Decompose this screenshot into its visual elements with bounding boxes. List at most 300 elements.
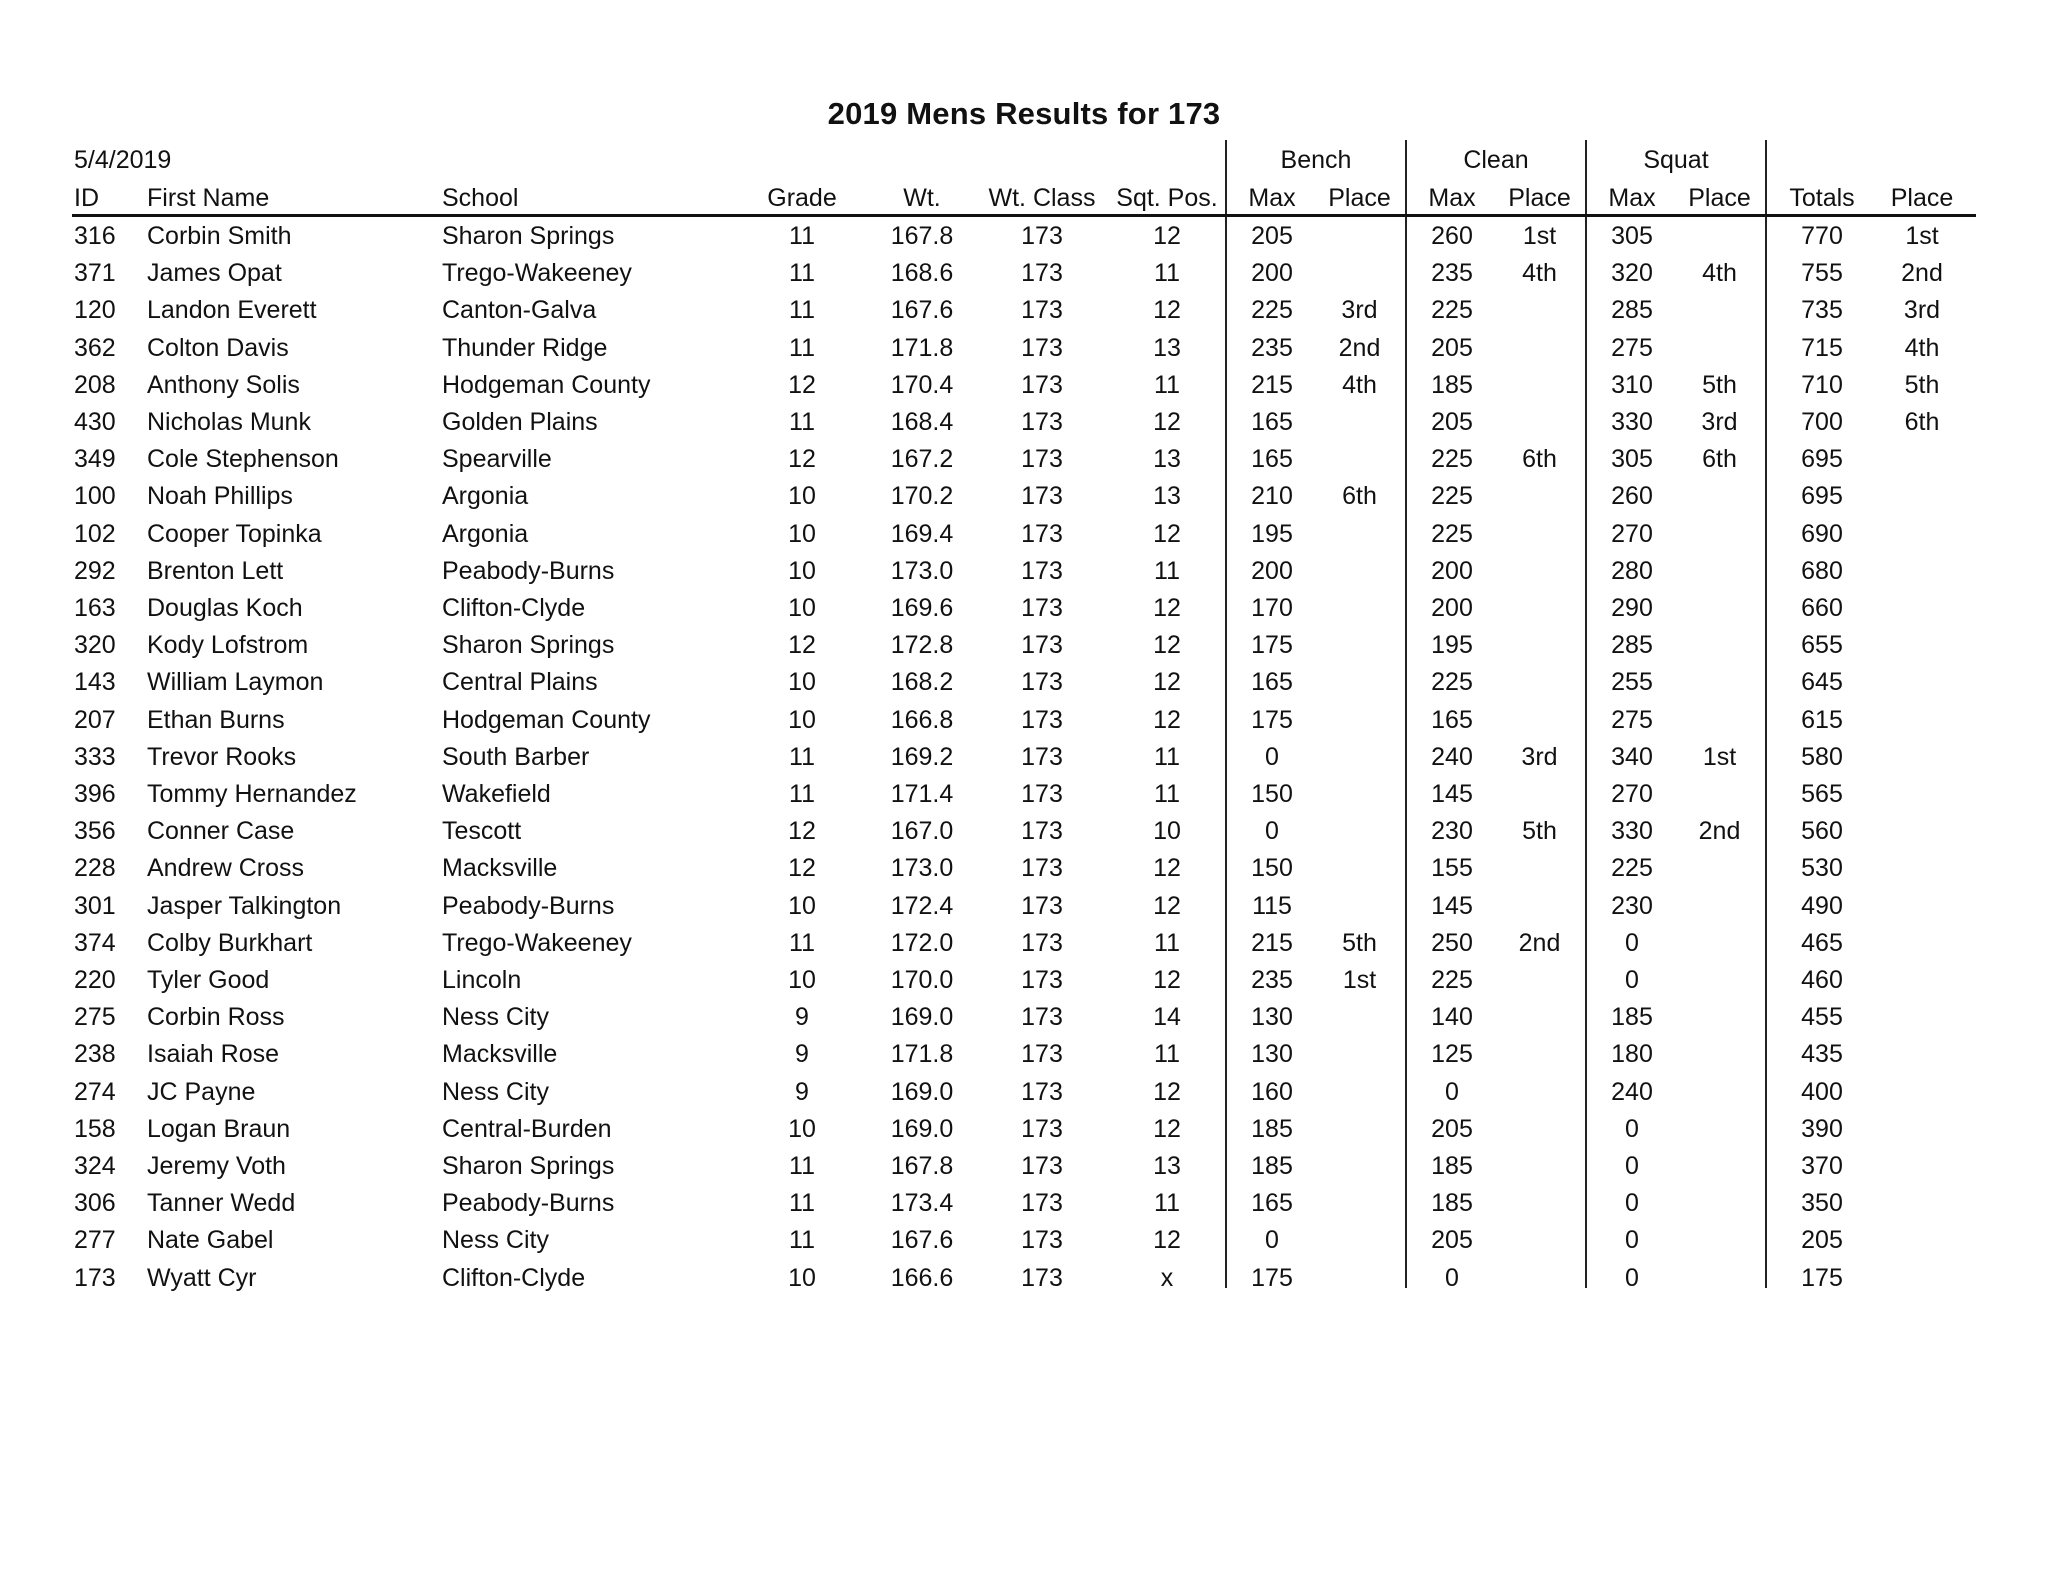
cell-bench-max: 235 [1251,333,1293,362]
cell-wt-class: 173 [1021,966,1063,994]
cell-clean-max: 0 [1445,1263,1459,1292]
cell-place: 6th [1904,408,1940,436]
header-school: School [442,184,519,212]
cell-squat-max: 330 [1611,817,1653,846]
cell-school: Ness City [442,1077,549,1106]
cell-sqt-pos: 12 [1153,594,1181,622]
cell-wt: 170.2 [890,482,954,511]
cell-wt-class: 173 [1021,742,1063,771]
cell-squat-max: 310 [1611,370,1653,399]
cell-grade: 10 [788,1263,816,1292]
cell-first-name: Andrew Cross [147,854,304,883]
cell-squat-max: 185 [1611,1003,1653,1032]
cell-wt: 167.8 [890,1152,954,1180]
cell-totals: 530 [1801,854,1843,883]
cell-first-name: James Opat [147,259,282,288]
cell-squat-max: 240 [1611,1077,1653,1106]
cell-bench-max: 0 [1265,742,1279,771]
cell-wt-class: 173 [1021,408,1063,436]
cell-clean-max: 0 [1445,1077,1459,1106]
cell-first-name: Colby Burkhart [147,928,313,957]
cell-bench-place: 4th [1342,370,1377,399]
cell-squat-max: 0 [1625,966,1639,994]
cell-wt-class: 173 [1021,1152,1063,1180]
cell-wt-class: 173 [1021,668,1063,697]
cell-squat-max: 330 [1611,408,1653,436]
cell-grade: 10 [788,966,816,994]
cell-bench-place: 3rd [1341,296,1378,325]
group-clean: Clean [1463,146,1529,174]
cell-first-name: Anthony Solis [147,370,300,399]
cell-id: 228 [74,854,116,883]
cell-clean-max: 225 [1431,296,1473,325]
cell-school: Trego-Wakeeney [442,259,632,288]
cell-bench-max: 150 [1251,854,1293,883]
cell-first-name: Nicholas Munk [147,408,311,436]
table-row [72,1222,1976,1258]
table-row [72,850,1976,886]
cell-grade: 12 [788,631,816,660]
cell-grade: 10 [788,668,816,697]
cell-wt-class: 173 [1021,928,1063,957]
cell-clean-max: 225 [1431,445,1473,474]
cell-wt: 171.8 [890,1040,954,1069]
table-row [72,813,1976,849]
cell-grade: 11 [789,333,815,362]
cell-school: Hodgeman County [442,370,651,399]
cell-wt-class: 173 [1021,1077,1063,1106]
cell-totals: 460 [1801,966,1843,994]
cell-squat-place: 3rd [1701,408,1738,436]
cell-wt: 167.6 [890,1226,954,1255]
cell-sqt-pos: 13 [1153,1152,1181,1180]
cell-wt: 168.6 [890,259,954,288]
cell-id: 349 [74,445,116,474]
cell-grade: 10 [788,594,816,622]
cell-sqt-pos: 11 [1154,370,1180,399]
cell-bench-max: 225 [1251,296,1293,325]
cell-sqt-pos: x [1160,1263,1174,1292]
cell-clean-max: 230 [1431,817,1473,846]
cell-clean-max: 165 [1431,705,1473,734]
cell-id: 158 [74,1114,116,1143]
cell-wt: 168.4 [890,408,954,436]
cell-grade: 10 [788,482,816,511]
cell-clean-max: 155 [1431,854,1473,883]
cell-first-name: Cole Stephenson [147,445,339,474]
cell-sqt-pos: 12 [1153,1077,1181,1106]
cell-grade: 11 [789,296,815,325]
header-bench-place: Place [1328,184,1391,212]
cell-clean-max: 185 [1431,370,1473,399]
header-bench-max: Max [1248,184,1296,212]
cell-school: Spearville [442,445,552,474]
cell-wt-class: 173 [1021,854,1063,883]
cell-clean-place: 2nd [1518,928,1561,957]
cell-wt: 171.4 [890,780,954,808]
cell-clean-max: 185 [1431,1189,1473,1218]
cell-clean-max: 225 [1431,482,1473,511]
table-row [72,1036,1976,1072]
cell-school: Peabody-Burns [442,556,615,585]
cell-clean-max: 205 [1431,408,1473,436]
cell-wt-class: 173 [1021,1189,1063,1218]
cell-grade: 12 [788,854,816,883]
cell-place: 3rd [1903,296,1941,325]
cell-school: Sharon Springs [442,222,615,250]
cell-bench-max: 130 [1251,1040,1293,1069]
cell-wt: 170.0 [890,966,954,994]
cell-wt: 167.0 [890,817,954,846]
cell-first-name: Trevor Rooks [147,742,297,771]
cell-clean-max: 250 [1431,928,1473,957]
cell-clean-max: 260 [1431,222,1473,250]
cell-first-name: JC Payne [147,1077,256,1106]
table-row [72,590,1976,626]
cell-id: 120 [74,296,116,325]
table-row [72,553,1976,589]
cell-totals: 435 [1801,1040,1843,1069]
cell-clean-max: 195 [1431,631,1473,660]
cell-bench-max: 210 [1251,482,1293,511]
cell-grade: 11 [789,742,815,771]
cell-sqt-pos: 11 [1154,1040,1180,1069]
cell-totals: 710 [1801,370,1843,399]
cell-first-name: Logan Braun [147,1114,291,1143]
cell-wt-class: 173 [1021,1226,1063,1255]
cell-wt: 171.8 [890,333,954,362]
cell-squat-max: 230 [1611,891,1653,920]
cell-wt: 167.6 [890,296,954,325]
cell-wt-class: 173 [1021,296,1063,325]
cell-id: 220 [74,966,116,994]
cell-bench-max: 200 [1251,556,1293,585]
cell-squat-place: 5th [1702,370,1737,399]
cell-totals: 660 [1801,594,1843,622]
cell-sqt-pos: 12 [1153,1226,1181,1255]
cell-first-name: Wyatt Cyr [147,1263,257,1292]
table-row [72,888,1976,924]
cell-first-name: Tyler Good [147,966,270,994]
cell-bench-max: 185 [1251,1114,1293,1143]
cell-squat-max: 225 [1611,854,1653,883]
header-rule [72,214,1976,217]
cell-squat-max: 0 [1625,1152,1639,1180]
cell-totals: 400 [1801,1077,1843,1106]
cell-squat-place: 6th [1702,445,1737,474]
cell-first-name: Kody Lofstrom [147,631,309,660]
cell-school: South Barber [442,742,590,771]
cell-wt-class: 173 [1021,631,1063,660]
cell-bench-max: 235 [1251,966,1293,994]
cell-totals: 560 [1801,817,1843,846]
cell-squat-place: 4th [1702,259,1737,288]
cell-wt-class: 173 [1021,445,1063,474]
cell-clean-place: 5th [1522,817,1557,846]
header-first-name: First Name [147,184,270,212]
cell-totals: 680 [1801,556,1843,585]
cell-bench-max: 160 [1251,1077,1293,1106]
cell-first-name: Corbin Ross [147,1003,285,1032]
cell-first-name: Nate Gabel [147,1226,274,1255]
cell-squat-max: 0 [1625,1114,1639,1143]
table-row [72,1185,1976,1221]
cell-wt: 169.4 [890,519,954,548]
cell-grade: 10 [788,1114,816,1143]
cell-wt-class: 173 [1021,705,1063,734]
cell-squat-max: 255 [1611,668,1653,697]
cell-school: Sharon Springs [442,631,615,660]
cell-bench-max: 215 [1251,928,1293,957]
cell-clean-max: 145 [1431,891,1473,920]
cell-wt: 172.8 [890,631,954,660]
cell-grade: 11 [789,1189,815,1218]
cell-clean-max: 140 [1431,1003,1473,1032]
table-row [72,702,1976,738]
cell-id: 396 [74,780,116,808]
cell-totals: 175 [1801,1263,1843,1292]
table-row [72,255,1976,291]
cell-clean-place: 4th [1522,259,1557,288]
cell-squat-max: 340 [1611,742,1653,771]
cell-school: Macksville [442,854,558,883]
table-row [72,1074,1976,1110]
cell-wt-class: 173 [1021,1263,1063,1292]
cell-totals: 655 [1801,631,1843,660]
cell-squat-max: 0 [1625,928,1639,957]
cell-grade: 11 [789,1226,815,1255]
cell-wt-class: 173 [1021,333,1063,362]
cell-grade: 10 [788,556,816,585]
cell-wt-class: 173 [1021,1114,1063,1143]
cell-sqt-pos: 12 [1153,966,1181,994]
cell-sqt-pos: 12 [1153,222,1181,250]
cell-wt: 169.0 [890,1077,954,1106]
table-row [72,925,1976,961]
cell-first-name: Tanner Wedd [147,1189,296,1218]
cell-sqt-pos: 12 [1153,296,1181,325]
cell-clean-max: 205 [1431,1226,1473,1255]
cell-first-name: Tommy Hernandez [147,780,357,808]
cell-first-name: Colton Davis [147,333,289,362]
cell-school: Lincoln [442,966,522,994]
cell-wt: 166.6 [890,1263,954,1292]
cell-totals: 695 [1801,482,1843,511]
cell-sqt-pos: 12 [1153,705,1181,734]
cell-wt: 172.0 [890,928,954,957]
table-row [72,441,1976,477]
cell-sqt-pos: 12 [1153,891,1181,920]
cell-wt: 167.8 [890,222,954,250]
cell-clean-place: 1st [1522,222,1557,250]
cell-id: 102 [74,519,116,548]
cell-bench-max: 165 [1251,1189,1293,1218]
cell-first-name: Landon Everett [147,296,317,325]
cell-school: Tescott [442,817,522,846]
cell-bench-max: 195 [1251,519,1293,548]
cell-first-name: Douglas Koch [147,594,303,622]
cell-totals: 690 [1801,519,1843,548]
cell-totals: 700 [1801,408,1843,436]
cell-bench-max: 165 [1251,408,1293,436]
results-table [72,140,1976,1290]
cell-sqt-pos: 13 [1153,445,1181,474]
header-squat-place: Place [1688,184,1751,212]
table-row [72,330,1976,366]
cell-squat-max: 270 [1611,780,1653,808]
cell-id: 430 [74,408,116,436]
cell-id: 371 [74,259,116,288]
cell-wt-class: 173 [1021,1040,1063,1069]
cell-bench-max: 175 [1251,631,1293,660]
cell-grade: 11 [789,780,815,808]
cell-school: Peabody-Burns [442,1189,615,1218]
cell-bench-max: 0 [1265,817,1279,846]
table-row [72,367,1976,403]
cell-clean-place: 3rd [1521,742,1558,771]
cell-id: 301 [74,891,116,920]
cell-squat-max: 275 [1611,705,1653,734]
cell-bench-place: 1st [1342,966,1377,994]
table-row [72,292,1976,328]
cell-grade: 11 [789,259,815,288]
cell-totals: 735 [1801,296,1843,325]
table-row [72,739,1976,775]
cell-school: Ness City [442,1003,549,1032]
cell-school: Argonia [442,482,529,511]
cell-totals: 755 [1801,259,1843,288]
cell-grade: 11 [789,1152,815,1180]
cell-squat-place: 2nd [1698,817,1741,846]
header-totals: Totals [1789,184,1855,212]
cell-school: Ness City [442,1226,549,1255]
cell-clean-max: 200 [1431,594,1473,622]
cell-school: Sharon Springs [442,1152,615,1180]
table-row [72,1148,1976,1184]
cell-squat-max: 260 [1611,482,1653,511]
cell-wt-class: 173 [1021,817,1063,846]
cell-wt: 173.0 [890,556,954,585]
cell-squat-max: 305 [1611,445,1653,474]
cell-clean-max: 185 [1431,1152,1473,1180]
cell-bench-max: 165 [1251,668,1293,697]
cell-first-name: Isaiah Rose [147,1040,280,1069]
cell-bench-max: 170 [1251,594,1293,622]
header-squat-max: Max [1608,184,1656,212]
table-row [72,627,1976,663]
cell-totals: 350 [1801,1189,1843,1218]
cell-totals: 615 [1801,705,1843,734]
cell-wt: 169.0 [890,1003,954,1032]
cell-clean-max: 225 [1431,966,1473,994]
cell-clean-max: 125 [1431,1040,1473,1069]
cell-grade: 12 [788,817,816,846]
cell-totals: 695 [1801,445,1843,474]
cell-bench-max: 185 [1251,1152,1293,1180]
cell-bench-max: 175 [1251,705,1293,734]
table-row [72,999,1976,1035]
cell-bench-max: 215 [1251,370,1293,399]
cell-bench-place: 5th [1342,928,1377,957]
cell-clean-max: 235 [1431,259,1473,288]
meet-date: 5/4/2019 [74,146,172,174]
cell-first-name: Corbin Smith [147,222,292,250]
cell-sqt-pos: 12 [1153,854,1181,883]
cell-wt-class: 173 [1021,519,1063,548]
table-row [72,776,1976,812]
cell-id: 324 [74,1152,116,1180]
table-row [72,404,1976,440]
cell-wt-class: 173 [1021,891,1063,920]
cell-school: Clifton-Clyde [442,1263,586,1292]
cell-wt-class: 173 [1021,780,1063,808]
cell-id: 100 [74,482,116,511]
cell-wt: 172.4 [890,891,954,920]
cell-clean-max: 240 [1431,742,1473,771]
cell-totals: 205 [1801,1226,1843,1255]
cell-wt: 169.2 [890,742,954,771]
cell-squat-max: 0 [1625,1189,1639,1218]
cell-clean-max: 205 [1431,333,1473,362]
cell-sqt-pos: 12 [1153,408,1181,436]
cell-grade: 11 [789,928,815,957]
cell-first-name: Conner Case [147,817,295,846]
cell-totals: 455 [1801,1003,1843,1032]
table-row [72,218,1976,254]
cell-school: Hodgeman County [442,705,651,734]
cell-first-name: Cooper Topinka [147,519,322,548]
cell-bench-max: 0 [1265,1226,1279,1255]
cell-wt-class: 173 [1021,482,1063,511]
cell-totals: 465 [1801,928,1843,957]
cell-school: Wakefield [442,780,551,808]
cell-wt: 173.0 [890,854,954,883]
cell-wt-class: 173 [1021,556,1063,585]
header-wt-class: Wt. Class [988,184,1096,212]
cell-first-name: Jeremy Voth [147,1152,286,1180]
cell-sqt-pos: 12 [1153,519,1181,548]
cell-squat-max: 305 [1611,222,1653,250]
cell-totals: 715 [1801,333,1843,362]
cell-wt-class: 173 [1021,222,1063,250]
cell-clean-max: 225 [1431,668,1473,697]
cell-sqt-pos: 11 [1154,1189,1180,1218]
cell-grade: 10 [788,705,816,734]
table-row [72,478,1976,514]
cell-bench-max: 115 [1252,891,1292,920]
cell-sqt-pos: 11 [1154,259,1180,288]
cell-school: Trego-Wakeeney [442,928,632,957]
cell-squat-place: 1st [1702,742,1737,771]
cell-bench-place: 6th [1342,482,1377,511]
table-row [72,516,1976,552]
cell-sqt-pos: 13 [1153,482,1181,511]
cell-totals: 565 [1801,780,1843,808]
cell-sqt-pos: 11 [1154,780,1180,808]
cell-squat-max: 285 [1611,296,1653,325]
header-sqt-pos: Sqt. Pos. [1116,184,1218,212]
cell-place: 5th [1904,370,1940,399]
cell-grade: 9 [795,1040,809,1069]
cell-squat-max: 320 [1611,259,1653,288]
cell-wt: 169.6 [890,594,954,622]
table-row [72,1260,1976,1296]
cell-totals: 390 [1801,1114,1843,1143]
cell-grade: 10 [788,519,816,548]
cell-sqt-pos: 12 [1153,631,1181,660]
page-title: 2019 Mens Results for 173 [827,96,1221,131]
cell-id: 275 [74,1003,116,1032]
